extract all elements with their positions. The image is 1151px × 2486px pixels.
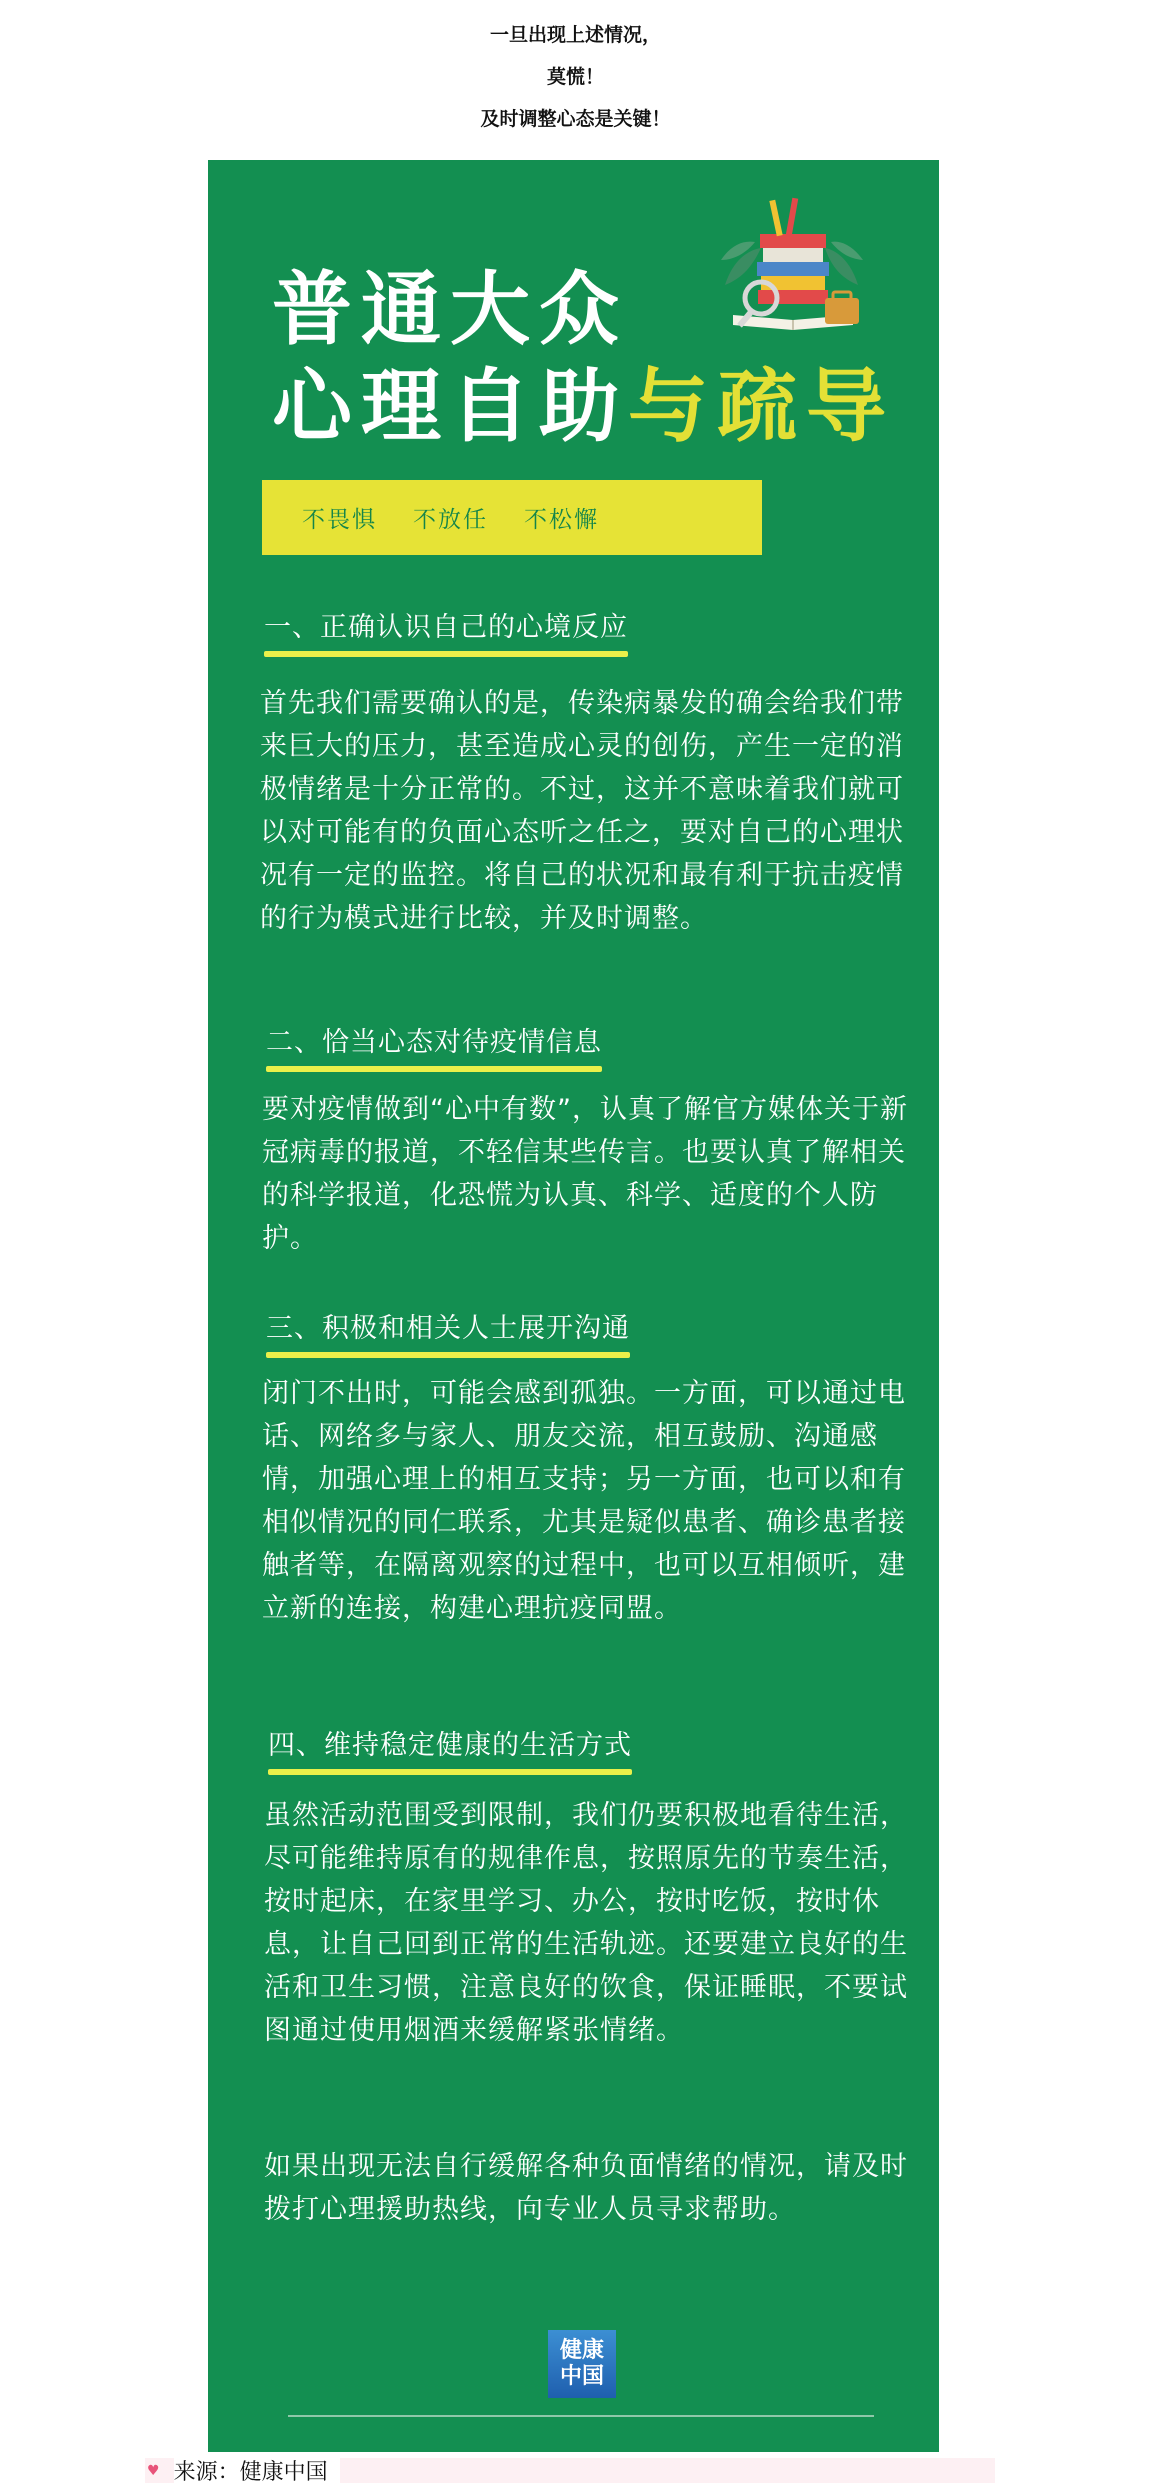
poster-title-main: 心理自助 [272, 360, 628, 453]
section-heading-3-underline [266, 1352, 630, 1358]
section-body-2: 要对疫情做到“心中有数”，认真了解官方媒体关于新冠病毒的报道，不轻信某些传言。也要认真了解相关的科学报道，化恐慌为认真、科学、适度的个人防护。 [262, 1094, 908, 1254]
heart-icon: ♥ [147, 2462, 160, 2479]
section-heading-2 [266, 1020, 602, 1059]
slogan-banner [262, 480, 762, 555]
bottom-divider [288, 2415, 874, 2417]
slogan-2: 不放任 [413, 507, 488, 533]
source-bar [145, 2458, 995, 2483]
section-body-4: 虽然活动范围受到限制，我们仍要积极地看待生活，尽可能维持原有的规律作息，按照原先的节奏生活，按时起床，在家里学习、办公，按时吃饭，按时休息，让自己回到正常的生活轨迹。还要建立良好的生活和卫生习惯，注意良好的饮食，保证睡眠，不要试图通过使用烟酒来缓解紧张情绪。 [264, 1800, 908, 2046]
section-heading-1-text: 一、正确认识自己的心境反应 [264, 612, 628, 643]
intro-line-3: 及时调整心态是关键！ [480, 108, 671, 130]
section-heading-3 [266, 1306, 630, 1345]
section-heading-2-text: 二、恰当心态对待疫情信息 [266, 1027, 602, 1058]
poster-title-line-2 [272, 342, 895, 457]
section-heading-4-text: 四、维持稳定健康的生活方式 [268, 1730, 632, 1761]
slogan-1: 不畏惧 [302, 507, 377, 533]
section-heading-3-text: 三、积极和相关人士展开沟通 [266, 1313, 630, 1344]
poster-title-line-1: 普通大众 [272, 263, 628, 356]
section-heading-2-underline [266, 1066, 602, 1072]
poster [208, 160, 939, 2452]
closing-paragraph: 如果出现无法自行缓解各种负面情绪的情况，请及时拨打心理援助热线，向专业人员寻求帮助。 [264, 2151, 908, 2225]
section-body-3: 闭门不出时，可能会感到孤独。一方面，可以通过电话、网络多与家人、朋友交流，相互鼓励、沟通感情，加强心理上的相互支持；另一方面，也可以和有相似情况的同仁联系，尤其是疑似患者、确诊患者接触者等，在隔离观察的过程中，也可以互相倾听，建立新的连接，构建心理抗疫同盟。 [262, 1378, 906, 1624]
intro-text [0, 14, 1151, 140]
section-heading-1-underline [264, 651, 628, 657]
slogan-3: 不松懈 [524, 507, 599, 533]
intro-line-1: 一旦出现上述情况， [489, 24, 661, 46]
poster-title-accent: 与疏导 [628, 360, 895, 453]
section-heading-4-underline [268, 1769, 632, 1775]
books-illustration-icon [713, 190, 873, 340]
jiankang-zhongguo-logo [548, 2330, 616, 2398]
section-heading-1 [264, 605, 628, 644]
logo-line-1: 健康 [559, 2338, 604, 2363]
intro-line-2: 莫慌！ [546, 66, 604, 88]
source-text: 来源：健康中国 [174, 2455, 340, 2486]
section-heading-4 [268, 1723, 632, 1762]
section-body-1: 首先我们需要确认的是，传染病暴发的确会给我们带来巨大的压力，甚至造成心灵的创伤，产生一定的消极情绪是十分正常的。不过，这并不意味着我们就可以对可能有的负面心态听之任之，要对自己的心理状况有一定的监控。将自己的状况和最有利于抗击疫情的行为模式进行比较，并及时调整。 [260, 688, 904, 934]
logo-line-2: 中国 [559, 2364, 604, 2389]
